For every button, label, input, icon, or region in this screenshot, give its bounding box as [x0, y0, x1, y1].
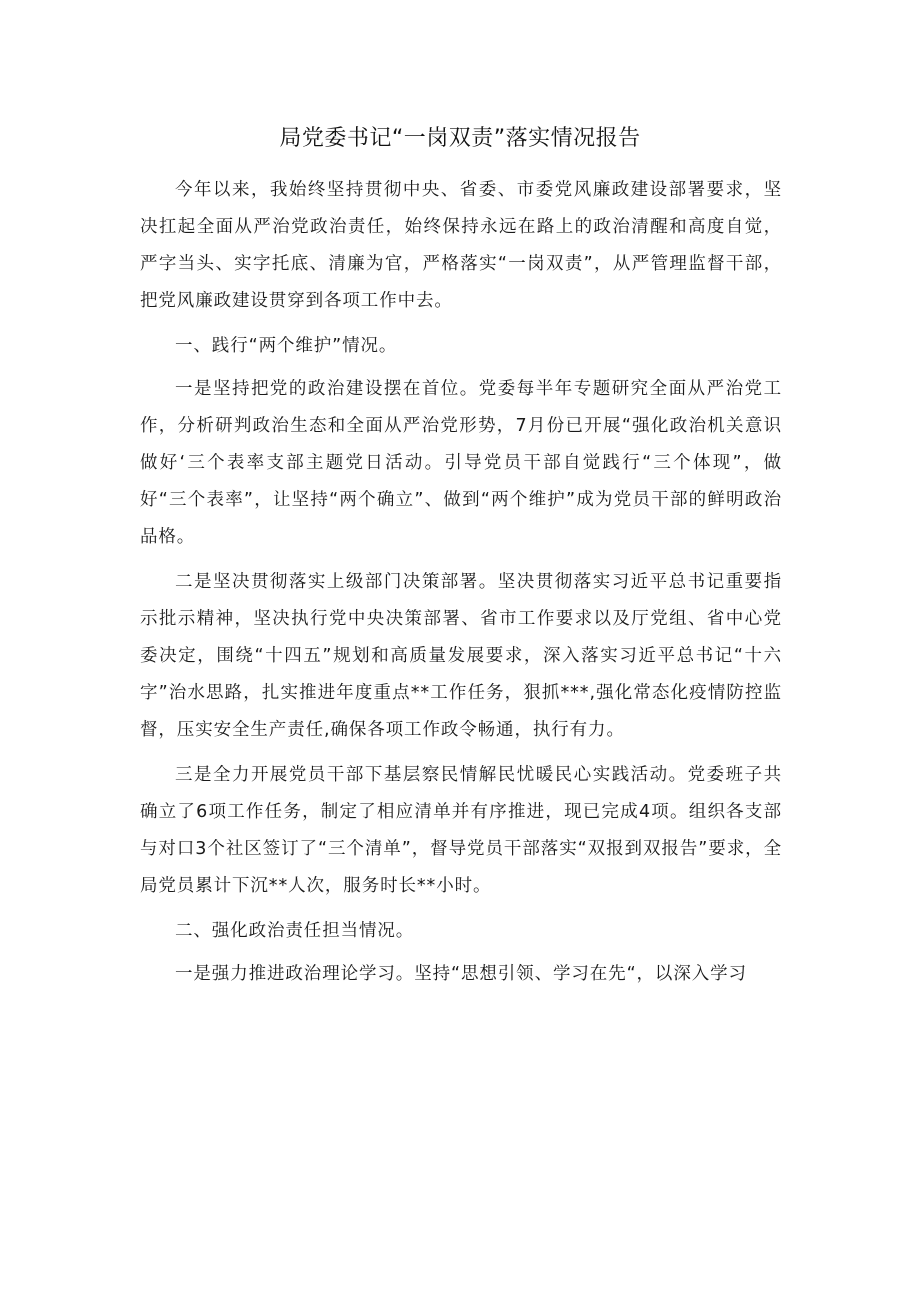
document-body — [140, 172, 782, 1001]
section-1-paragraph-3: 三是全力开展党员干部下基层察民情解民忧暖民心实践活动。党委班子共确立了6项工作任务，制定了相应清单并有序推进，现已完成4项。组织各支部与对口3个社区签订了“三个清单”，督导党员干部落实“双报到双报告”要求，全局党员累计下沉**人次，服务时长**小时。 — [140, 765, 782, 896]
section-2-paragraph-1: 一是强力推进政治理论学习。坚持“思想引领、学习在先“，以深入学习 — [175, 964, 747, 984]
section-heading-1: 一、践行“两个维护”情况。 — [175, 336, 398, 356]
document-title: 局党委书记“一岗双责”落实情况报告 — [279, 126, 641, 151]
intro-paragraph: 今年以来，我始终坚持贯彻中央、省委、市委党风廉政建设部署要求，坚决扛起全面从严治党政治责任，始终保持永远在路上的政治清醒和高度自觉，严字当头、实字托底、清廉为官，严格落实“一岗双责”，从严管理监督干部，把党风廉政建设贯穿到各项工作中去。 — [140, 180, 782, 311]
section-1-paragraph-1: 一是坚持把党的政治建设摆在首位。党委每半年专题研究全面从严治党工作，分析研判政治生态和全面从严治党形势，7月份已开展“强化政治机关意识做好‘三个表率支部主题党日活动。引导党员干部自觉践行“三个体现”，做好“三个表率”，让坚持“两个确立”、做到“两个维护”成为党员干部的鲜明政治品格。 — [140, 379, 782, 547]
section-heading-2: 二、强化政治责任担当情况。 — [175, 921, 415, 941]
section-1-paragraph-2: 二是坚决贯彻落实上级部门决策部署。坚决贯彻落实习近平总书记重要指示批示精神，坚决执行党中央决策部署、省市工作要求以及厅党组、省中心党委决定，围绕“十四五”规划和高质量发展要求，深入落实习近平总书记“十六字”治水思路，扎实推进年度重点**工作任务，狠抓***,强化常态化疫情防控监督，压实安全生产责任,确保各项工作政令畅通，执行有力。 — [140, 572, 782, 740]
